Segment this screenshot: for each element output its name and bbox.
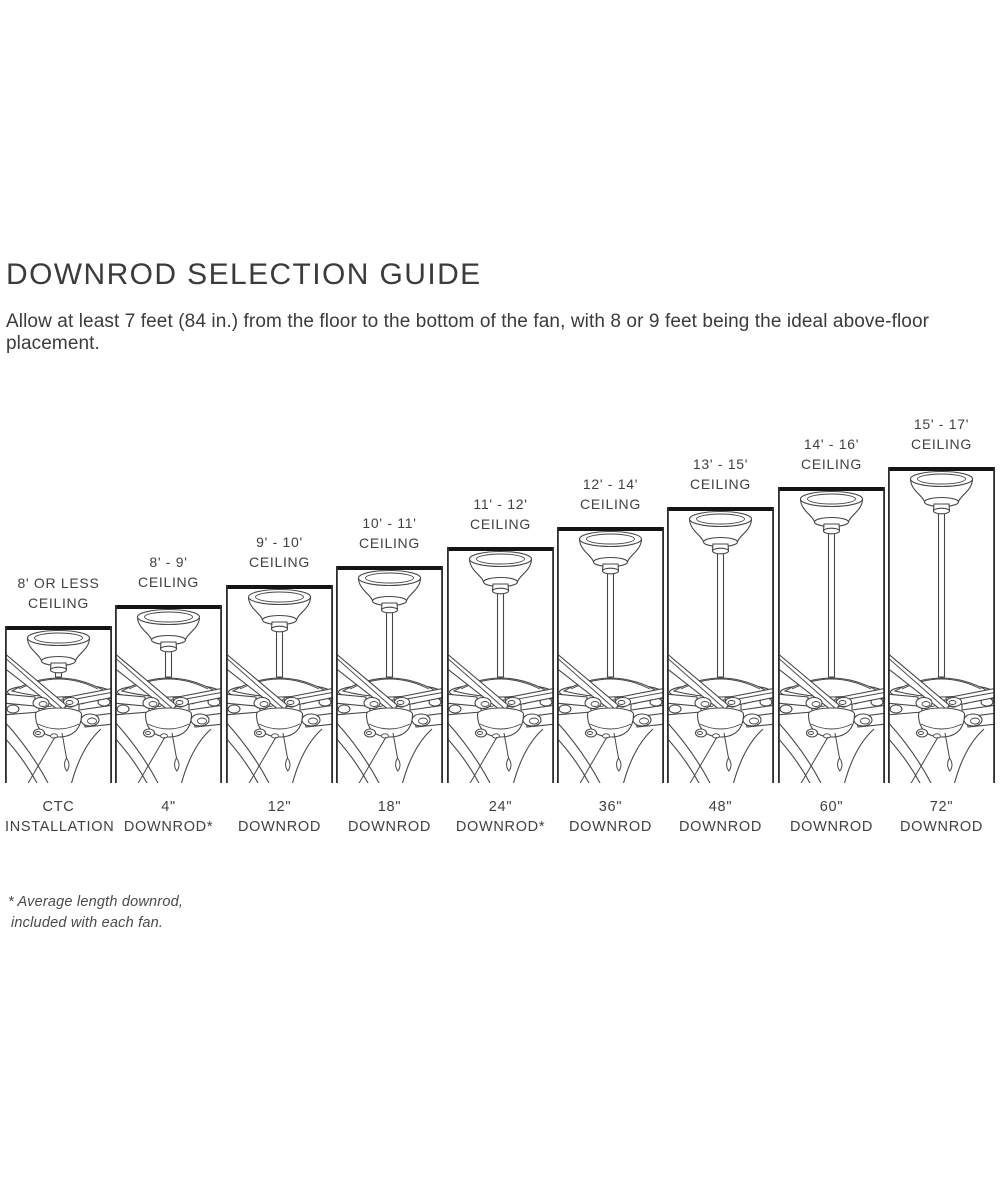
downrod-size-label: [667, 797, 774, 837]
ceiling-word-text: CEILING: [911, 435, 972, 452]
downrod-word-text: DOWNROD*: [455, 819, 546, 835]
ceiling-height-label: [557, 475, 664, 514]
downrod-size-label: [778, 797, 885, 837]
downrod-size-label: [447, 797, 554, 837]
ceiling-range-text: 12' - 14': [582, 476, 639, 492]
ceiling-range-text: 8' - 9': [149, 554, 188, 570]
ceiling-fan-illustration: [336, 566, 443, 783]
downrod-size-label: [557, 797, 664, 837]
ceiling-range-text: 15' - 17': [913, 416, 970, 432]
ceiling-height-label: [336, 514, 443, 553]
ceiling-height-label: [888, 415, 995, 454]
downrod-size-text: 72": [929, 799, 954, 815]
downrod-size-text: 60": [819, 799, 844, 815]
downrod-size-text: 18": [377, 799, 402, 815]
downrod-size-label: [115, 797, 222, 837]
ceiling-fan-illustration: [447, 547, 554, 783]
ceiling-fan-illustration: [888, 467, 995, 783]
ceiling-height-label: [115, 553, 222, 592]
downrod-word-text: DOWNROD: [568, 819, 653, 835]
ceiling-word-text: CEILING: [28, 594, 89, 611]
ceiling-word-text: CEILING: [580, 495, 641, 512]
ceiling-fan-illustration: [557, 527, 664, 783]
downrod-word-text: DOWNROD: [347, 819, 432, 835]
downrod-size-text: CTC: [42, 799, 75, 815]
downrod-word-text: DOWNROD: [899, 819, 984, 835]
downrod-size-text: 36": [598, 799, 623, 815]
ceiling-height-label: [447, 495, 554, 534]
ceiling-range-text: 11' - 12': [473, 496, 528, 512]
footnote-line-1: * Average length downrod,: [8, 894, 184, 910]
ceiling-height-label: [667, 455, 774, 494]
ceiling-fan-illustration: [778, 487, 885, 783]
ceiling-word-text: CEILING: [359, 534, 420, 551]
downrod-size-label: [336, 797, 443, 837]
ceiling-word-text: CEILING: [690, 475, 751, 492]
ceiling-fan-illustration: [226, 585, 333, 783]
ceiling-fan-illustration: [5, 626, 112, 783]
downrod-size-text: 12": [267, 799, 292, 815]
ceiling-word-text: CEILING: [249, 553, 310, 570]
footnote: [8, 892, 183, 934]
downrod-size-label: [888, 797, 995, 837]
ceiling-height-label: [5, 574, 112, 613]
ceiling-range-text: 8' OR LESS: [17, 575, 100, 591]
downrod-size-label: [226, 797, 333, 837]
ceiling-word-text: CEILING: [138, 573, 199, 590]
downrod-word-text: DOWNROD*: [123, 819, 214, 835]
ceiling-range-text: 9' - 10': [256, 534, 303, 550]
downrod-size-text: 48": [708, 799, 733, 815]
ceiling-word-text: CEILING: [801, 455, 862, 472]
downrod-word-text: DOWNROD: [237, 819, 322, 835]
ceiling-range-text: 14' - 16': [803, 436, 860, 452]
ceiling-fan-illustration: [115, 605, 222, 783]
page-title: DOWNROD SELECTION GUIDE: [6, 258, 482, 291]
downrod-word-text: INSTALLATION: [5, 819, 115, 835]
downrod-word-text: DOWNROD: [789, 819, 874, 835]
footnote-line-2: included with each fan.: [11, 915, 164, 931]
ceiling-height-label: [226, 533, 333, 572]
ceiling-range-text: 13' - 15': [692, 456, 749, 472]
downrod-size-text: 4": [161, 799, 176, 815]
ceiling-fan-illustration: [667, 507, 774, 783]
downrod-size-text: 24": [488, 799, 513, 815]
downrod-size-label: [5, 797, 115, 837]
page-description: Allow at least 7 feet (84 in.) from the floor to the bottom of the fan, with 8 or 9 feet being the ideal above-floor placement.: [6, 311, 930, 354]
ceiling-height-label: [778, 435, 885, 474]
ceiling-word-text: CEILING: [470, 515, 531, 532]
ceiling-range-text: 10' - 11': [362, 515, 417, 531]
downrod-word-text: DOWNROD: [678, 819, 763, 835]
